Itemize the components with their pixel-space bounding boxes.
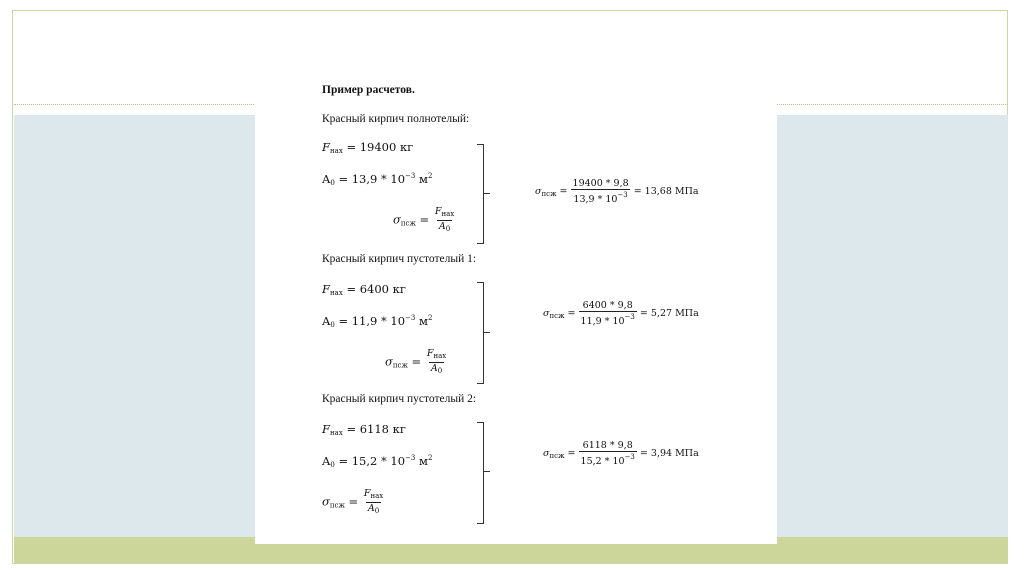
result-formula-1: $\sigma_{псж}$ = $\frac{19400 * 9,8}{13,9 * 10^{-3}}$ = 13,68 МПа [535,178,699,205]
area-formula-1: $A_0 = 13,9 * 10^{-3}$ $м^2$ [322,172,433,187]
stress-formula-2: $\sigma_{псж}$ = $\frac{F_{нах}}{A_0}$ [385,348,447,375]
force-formula-1: $F_{нах} = 19400$ кг [322,140,414,155]
force-formula-2: $F_{нах} = 6400$ кг [322,282,406,297]
case-title-2: Красный кирпич пустотелый 1: [322,253,477,265]
case-title-1: Красный кирпич полнотелый: [322,113,470,125]
brace-tick-2 [484,332,490,333]
area-formula-3: $A_0 = 15,2 * 10^{-3}$ $м^2$ [322,454,433,469]
force-formula-3: $F_{нах} = 6118$ кг [322,422,406,437]
brace-tick-3 [484,471,490,472]
stress-formula-1: $\sigma_{псж}$ = $\frac{F_{нах}}{A_0}$ [393,206,455,233]
stress-fraction-1: $\frac{F_{нах}}{A_0}$ [434,206,455,233]
stress-formula-3: $\sigma_{псж}$ = $\frac{F_{нах}}{A_0}$ [322,488,384,515]
result-formula-2: $\sigma_{псж}$ = $\frac{6400 * 9,8}{11,9 * 10^{-3}}$ = 5,27 МПа [543,300,699,327]
stress-fraction-3: $\frac{F_{нах}}{A_0}$ [363,488,384,515]
brace-3 [477,422,484,524]
result-formula-3: $\sigma_{псж}$ = $\frac{6118 * 9,8}{15,2 * 10^{-3}}$ = 3,94 МПа [543,440,699,467]
area-formula-2: $A_0 = 11,9 * 10^{-3}$ $м^2$ [322,314,433,329]
brace-2 [477,282,484,384]
brace-tick-1 [484,193,490,194]
case-title-3: Красный кирпич пустотелый 2: [322,393,477,405]
brace-1 [477,144,484,244]
stress-fraction-2: $\frac{F_{нах}}{A_0}$ [426,348,447,375]
document-heading: Пример расчетов. [322,84,415,96]
document-page [255,60,777,544]
